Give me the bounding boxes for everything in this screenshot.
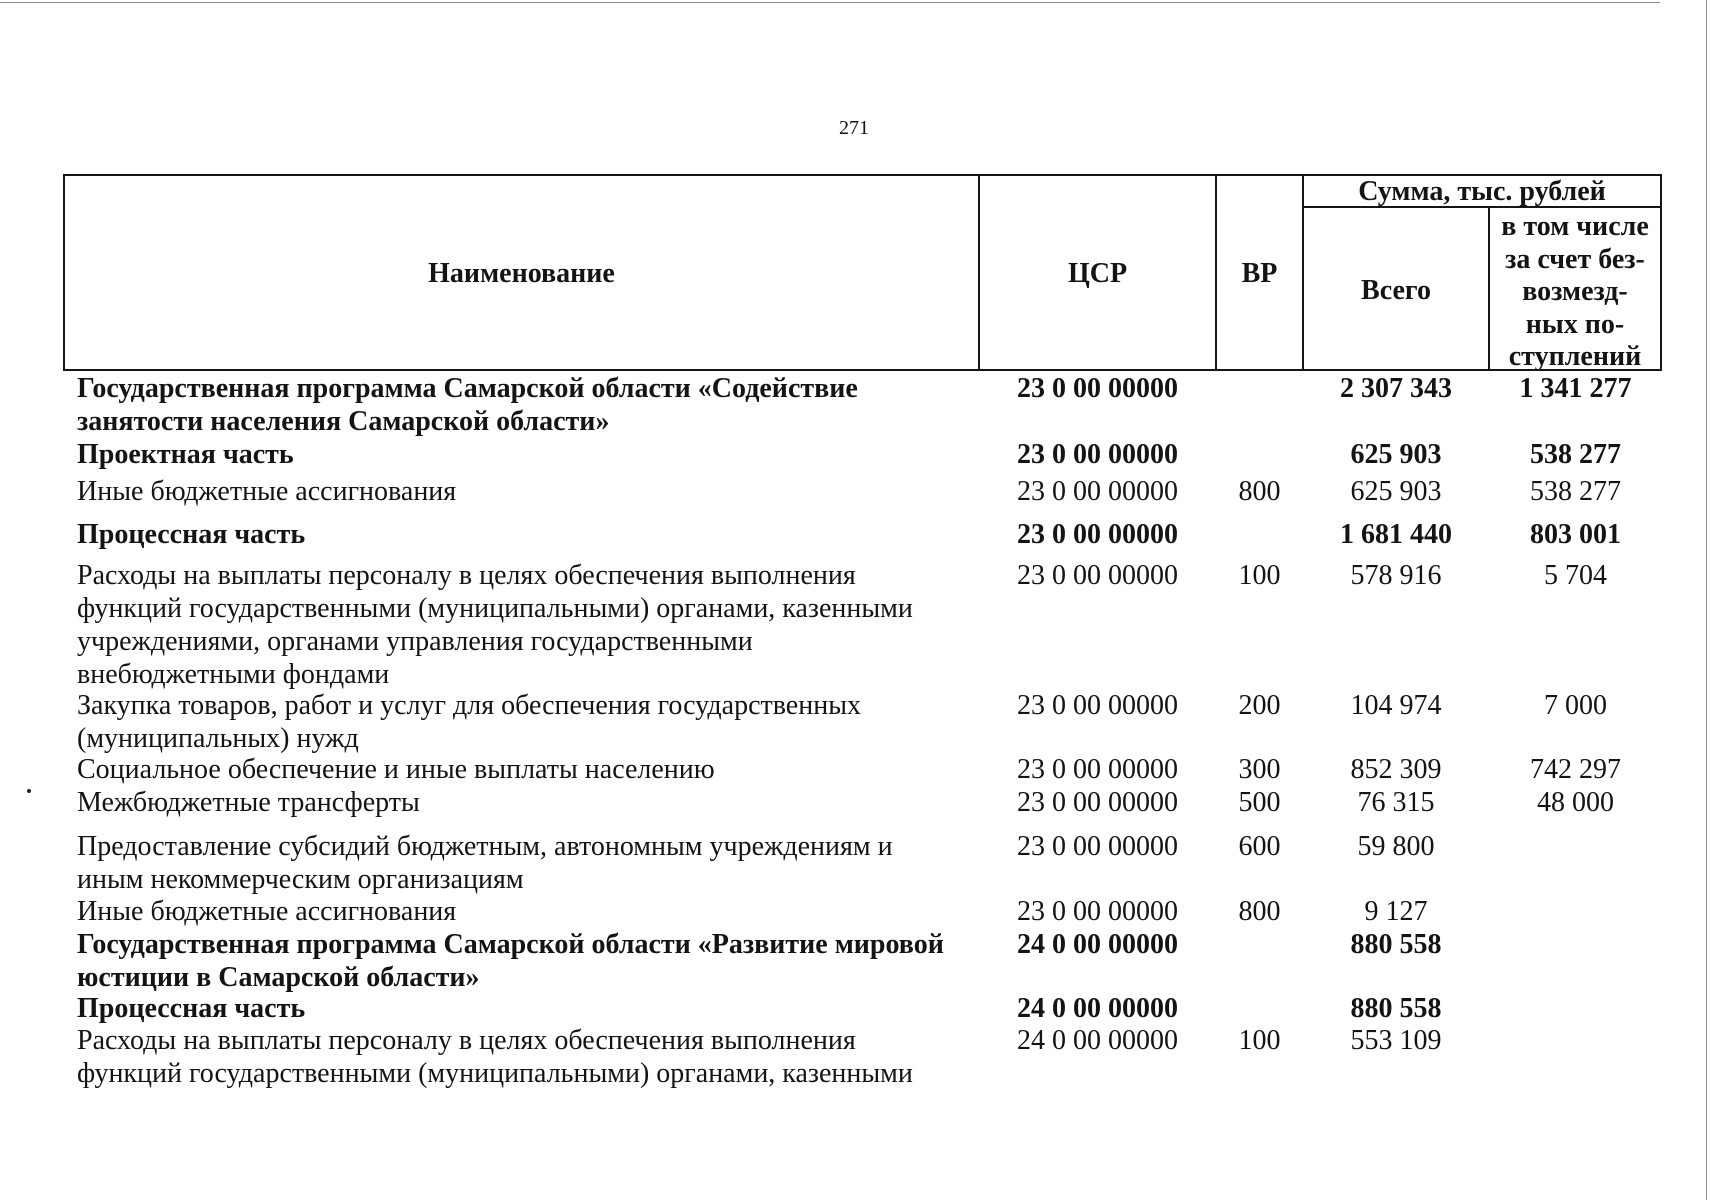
- table-row: [0, 689, 1710, 754]
- table-row: [0, 438, 1710, 471]
- row-name-line: Процессная часть: [77, 519, 306, 550]
- table-row: [0, 786, 1710, 819]
- row-csr: 23 0 00 00000: [1017, 787, 1178, 818]
- header-total: Всего: [1361, 275, 1431, 306]
- row-name-line: функций государственными (муниципальными) органами, казенными: [77, 1058, 913, 1089]
- row-total: 578 916: [1350, 560, 1442, 591]
- row-csr: 24 0 00 00000: [1017, 1025, 1178, 1056]
- table-row: [0, 753, 1710, 786]
- row-grant: 1 341 277: [1519, 373, 1632, 404]
- row-grant: 5 704: [1544, 560, 1607, 591]
- row-csr: 24 0 00 00000: [1017, 993, 1178, 1024]
- row-name: [77, 830, 893, 896]
- header-csr: ЦСР: [1067, 258, 1128, 289]
- row-name: [77, 1024, 913, 1090]
- row-name-line: Расходы на выплаты персоналу в целях обеспечения выполнения: [77, 1025, 856, 1056]
- row-total: 59 800: [1357, 831, 1435, 862]
- row-name-line: Проектная часть: [77, 439, 294, 470]
- row-name-line: (муниципальных) нужд: [77, 723, 359, 754]
- row-vr: 100: [1238, 1025, 1281, 1056]
- row-csr: 23 0 00 00000: [1017, 476, 1178, 507]
- row-name: [77, 786, 420, 819]
- row-name-line: Государственная программа Самарской области «Содействие: [77, 373, 858, 404]
- row-name-line: иным некоммерческим организациям: [77, 864, 524, 895]
- row-name-line: Иные бюджетные ассигнования: [77, 476, 457, 507]
- row-name-line: занятости населения Самарской области»: [77, 406, 610, 437]
- table-row: [0, 928, 1710, 993]
- header-grant: [1490, 211, 1660, 374]
- header-grant-line: ступлений: [1508, 341, 1642, 372]
- table-row: [0, 992, 1710, 1025]
- row-name-line: внебюджетными фондами: [77, 659, 390, 690]
- row-name-line: Предоставление субсидий бюджетным, автономным учреждениям и: [77, 831, 893, 862]
- row-total: 1 681 440: [1340, 519, 1452, 550]
- row-grant: 803 001: [1530, 519, 1621, 550]
- row-grant: 48 000: [1537, 787, 1614, 818]
- row-csr: 23 0 00 00000: [1017, 373, 1178, 404]
- row-grant: 538 277: [1530, 439, 1621, 470]
- row-name-line: Закупка товаров, работ и услуг для обеспечения государственных: [77, 690, 862, 721]
- table-row: [0, 475, 1710, 508]
- row-name-line: функций государственными (муниципальными) органами, казенными: [77, 593, 913, 624]
- row-name: [77, 689, 861, 755]
- table-row: [0, 372, 1710, 437]
- row-name: [77, 475, 456, 508]
- row-name-line: учреждениями, органами управления государственными: [77, 626, 753, 657]
- row-name: [77, 928, 944, 994]
- scan-top-edge-line: [0, 2, 1660, 3]
- row-vr: 800: [1238, 476, 1281, 507]
- row-vr: 200: [1238, 690, 1281, 721]
- table-row: [0, 518, 1710, 551]
- row-vr: 300: [1238, 754, 1281, 785]
- header-grant-line: за счет без-: [1505, 243, 1645, 275]
- row-total: 852 309: [1350, 754, 1442, 785]
- row-csr: 23 0 00 00000: [1017, 896, 1178, 927]
- row-name-line: юстиции в Самарской области»: [77, 962, 480, 993]
- header-sum: Сумма, тыс. рублей: [1358, 176, 1606, 207]
- header-vr: ВР: [1241, 258, 1278, 289]
- header-grant-line: в том числе: [1501, 211, 1649, 242]
- row-vr: 500: [1238, 787, 1281, 818]
- row-name-line: Расходы на выплаты персоналу в целях обеспечения выполнения: [77, 560, 856, 591]
- row-total: 880 558: [1350, 993, 1442, 1024]
- row-grant: 538 277: [1530, 476, 1621, 507]
- row-name: [77, 559, 913, 691]
- page-number: 271: [839, 117, 869, 139]
- header-border-right: [1660, 174, 1662, 371]
- row-vr: 800: [1238, 896, 1281, 927]
- row-name: [77, 992, 305, 1025]
- row-csr: 23 0 00 00000: [1017, 754, 1178, 785]
- header-grant-line: возмезд-: [1522, 276, 1628, 307]
- table-row: [0, 1024, 1710, 1089]
- header-border-bottom: [63, 369, 1662, 371]
- row-csr: 23 0 00 00000: [1017, 560, 1178, 591]
- table-row: [0, 559, 1710, 690]
- row-total: 625 903: [1350, 476, 1442, 507]
- row-csr: 23 0 00 00000: [1017, 519, 1178, 550]
- row-name-line: Межбюджетные трансферты: [77, 787, 420, 818]
- row-grant: 742 297: [1530, 754, 1621, 785]
- row-total: 880 558: [1350, 929, 1442, 960]
- row-total: 553 109: [1350, 1025, 1442, 1056]
- row-total: 625 903: [1350, 439, 1442, 470]
- row-name-line: Государственная программа Самарской области «Развитие мировой: [77, 929, 944, 960]
- row-total: 2 307 343: [1340, 373, 1452, 404]
- row-name: [77, 438, 294, 471]
- row-vr: 100: [1238, 560, 1281, 591]
- row-csr: 23 0 00 00000: [1017, 439, 1178, 470]
- row-name-line: Социальное обеспечение и иные выплаты населению: [77, 754, 715, 785]
- row-csr: 24 0 00 00000: [1017, 929, 1178, 960]
- row-name-line: Иные бюджетные ассигнования: [77, 896, 457, 927]
- row-name: [77, 753, 715, 786]
- row-total: 9 127: [1364, 896, 1428, 927]
- row-grant: 7 000: [1544, 690, 1607, 721]
- table-row: [0, 895, 1710, 928]
- row-csr: 23 0 00 00000: [1017, 690, 1178, 721]
- row-vr: 600: [1238, 831, 1281, 862]
- row-name-line: Процессная часть: [77, 993, 306, 1024]
- table-row: [0, 830, 1710, 895]
- row-name: [77, 895, 456, 928]
- header-name: Наименование: [428, 258, 615, 289]
- row-total: 76 315: [1357, 787, 1435, 818]
- row-name: [77, 372, 858, 438]
- row-total: 104 974: [1350, 690, 1442, 721]
- row-name: [77, 518, 305, 551]
- row-csr: 23 0 00 00000: [1017, 831, 1178, 862]
- header-grant-line: ных по-: [1525, 308, 1625, 340]
